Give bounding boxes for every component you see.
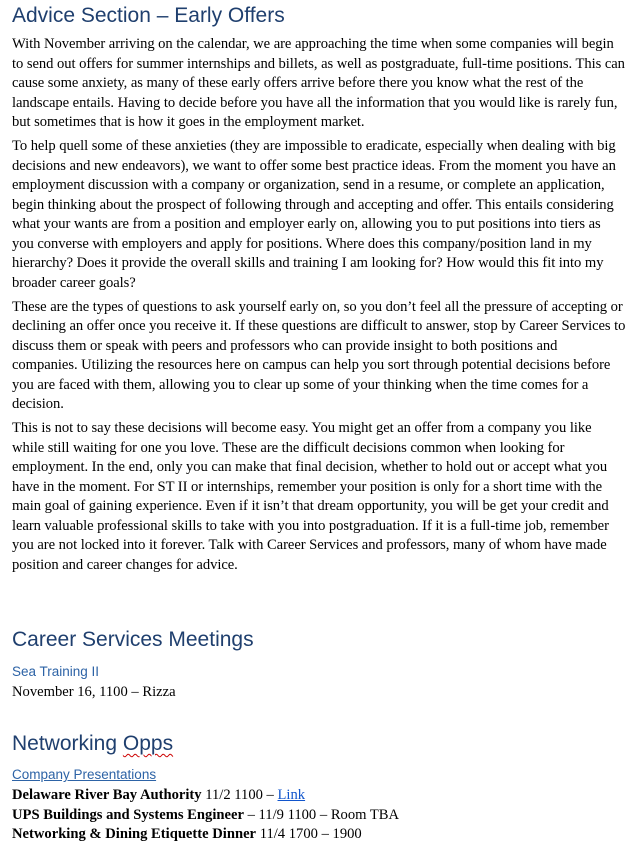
advice-paragraph-3: These are the types of questions to ask yourself early on, so you don’t feel all the pressure of accepting or declining an offer once you receive it. If these questions are difficult to answer, stop by Career Services to discuss them or speak with peers and professors who can provide insight to both positions and companies. Utilizing the resources here on campus can help you sort through potential decisions before you are faced with them, allowing you to clear up some of your thinking when the time comes for a decision. xyxy=(12,298,626,412)
opportunity-item-drba xyxy=(12,786,305,806)
opportunity-detail: 11/4 1700 – 1900 xyxy=(256,826,362,842)
company-presentations-link[interactable]: Company Presentations xyxy=(12,767,157,782)
opportunity-name: UPS Buildings and Systems Engineer xyxy=(12,807,244,823)
advice-heading: Advice Section – Early Offers xyxy=(12,4,285,27)
newsletter-page xyxy=(12,0,626,842)
spellcheck-word-opps: Opps xyxy=(122,732,174,755)
opportunity-name: Networking & Dining Etiquette Dinner xyxy=(12,826,257,842)
meeting-detail: November 16, 1100 – Rizza xyxy=(12,684,176,700)
opportunity-item-dinner xyxy=(12,825,362,845)
opportunity-link[interactable]: Link xyxy=(277,787,306,803)
opportunity-detail: 11/2 1100 – xyxy=(201,787,278,803)
opportunity-detail: – 11/9 1100 – Room TBA xyxy=(243,807,400,823)
career-services-meetings-heading: Career Services Meetings xyxy=(12,628,254,651)
advice-paragraph-4: This is not to say these decisions will become easy. You might get an offer from a company you like while still waiting for one you love. These are the difficult decisions common when looking for employment. In the end, only you can make that final decision, whether to hold out or accept what you have in the moment. For ST II or internships, remember your position is only for a short time with the main goal of gaining experience. Even if it isn’t that dream opportunity, you will be get your credit and learn valuable professional skills to take with you into postgraduation. If it is a full-time job, remember you are not locked into it forever. Talk with Career Services and professors, many of whom have made position and career changes for advice. xyxy=(12,420,609,573)
advice-paragraph-2: To help quell some of these anxieties (they are impossible to eradicate, especially when dealing with big decisions and new endeavors), we want to offer some best practice ideas. From the moment you have an employment discussion with a company or organization, send in a resume, or complete an application, begin thinking about the prospect of following through and accepting and offer. This entails considering what your wants are from a position and employer early on, allowing you to put positions into tiers as you converse with employers and apply for positions. Where does this company/position land in my hierarchy? Does it provide the overall skills and training I am looking for? How would this fit into my broader career goals? xyxy=(12,138,616,291)
sea-training-subheading: Sea Training II xyxy=(12,664,100,679)
networking-opps-heading xyxy=(12,731,173,757)
opportunity-item-ups xyxy=(12,806,399,826)
opportunity-name: Delaware River Bay Authority xyxy=(12,787,202,803)
advice-paragraph-1: With November arriving on the calendar, we are approaching the time when some companies will begin to send out offers for summer internships and billets, as well as postgraduate, full-time positions. This can cause some anxiety, as many of these early offers arrive before there you know what the rest of the landscape entails. Having to decide before you have all the information that you would like is rarely fun, but sometimes that is how it goes in the employment market. xyxy=(12,36,625,130)
networking-heading-part1: Networking xyxy=(12,732,123,755)
